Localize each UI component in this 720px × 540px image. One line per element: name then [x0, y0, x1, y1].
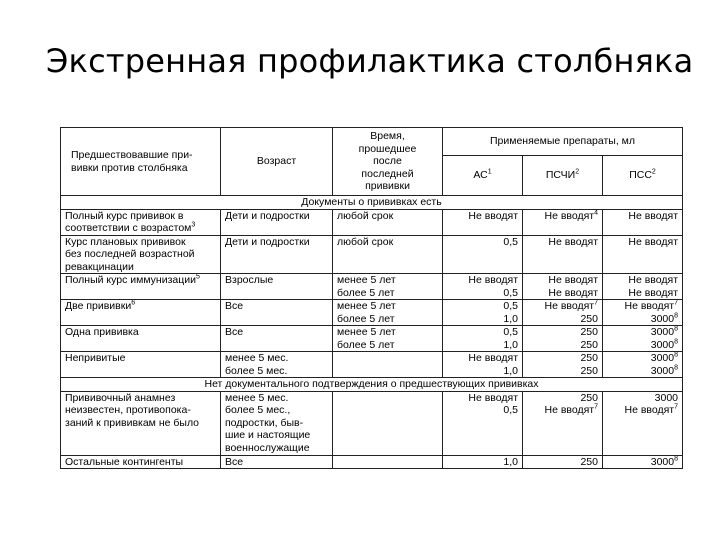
table-row — [61, 326, 683, 352]
row7-prior: Прививочный анамнез неизвестен, противопока- заний к прививкам не было — [61, 391, 221, 455]
section-row-documents-exist: Документы о прививках есть — [61, 196, 683, 210]
row3-pss: Не вводят Не вводят — [603, 274, 683, 300]
row4-prior: Две прививки$^6$ — [61, 300, 221, 326]
row5-prior: Одна прививка — [61, 326, 221, 352]
row5-pschi: 250 250 — [523, 326, 603, 352]
row8-age: Все — [221, 455, 333, 469]
header-prior-vaccinations: Предшествовавшие при- вивки против столбняка — [61, 128, 221, 196]
row3-age: Взрослые — [221, 274, 333, 300]
row8-as: 1,0 — [443, 455, 523, 469]
row4-pschi: Не вводят$^7$ 250 — [523, 300, 603, 326]
row1-as: Не вводят — [443, 209, 523, 235]
table-row — [61, 391, 683, 455]
row8-pss: 3000$^8$ — [603, 455, 683, 469]
row6-as: Не вводят 1,0 — [443, 352, 523, 378]
row3-as: Не вводят 0,5 — [443, 274, 523, 300]
row7-age: менее 5 мес. более 5 мес., подростки, быв- шие и настоящие военнослужащие — [221, 391, 333, 455]
row3-prior: Полный курс иммунизации$^5$ — [61, 274, 221, 300]
row2-pss: Не вводят — [603, 235, 683, 274]
row1-prior: Полный курс прививок в соответствии с возрастом$^3$ — [61, 209, 221, 235]
header-drug-pschi: ПСЧИ$^2$ — [523, 156, 603, 196]
row6-age: менее 5 мес. более 5 мес. — [221, 352, 333, 378]
row4-time: менее 5 лет более 5 лет — [333, 300, 443, 326]
row8-prior: Остальные контингенты — [61, 455, 221, 469]
row2-prior: Курс плановых прививок без последней возрастной ревакцинации — [61, 235, 221, 274]
table-row — [61, 274, 683, 300]
header-drug-as: $АС^1$ — [443, 156, 523, 196]
row1-pschi: Не вводят$^4$ — [523, 209, 603, 235]
row8-pschi: 250 — [523, 455, 603, 469]
table-row — [61, 235, 683, 274]
row6-prior: Непривитые — [61, 352, 221, 378]
row6-time — [333, 352, 443, 378]
row1-pss: Не вводят — [603, 209, 683, 235]
header-drug-pss: ПСС$^2$ — [603, 156, 683, 196]
row6-pschi: 250 250 — [523, 352, 603, 378]
row3-time: менее 5 лет более 5 лет — [333, 274, 443, 300]
tetanus-prophylaxis-table — [60, 127, 683, 469]
header-age: Возраст — [221, 128, 333, 196]
table-row — [61, 300, 683, 326]
header-drugs-group: Применяемые препараты, мл — [443, 128, 683, 156]
row5-age: Все — [221, 326, 333, 352]
row2-age: Дети и подростки — [221, 235, 333, 274]
row2-pschi: Не вводят — [523, 235, 603, 274]
row6-pss: 3000$^8$ 3000$^8$ — [603, 352, 683, 378]
table-row — [61, 352, 683, 378]
row1-time: любой срок — [333, 209, 443, 235]
row5-as: 0,5 1,0 — [443, 326, 523, 352]
section-row-no-documents: Нет документального подтверждения о предшествующих прививках — [61, 378, 683, 392]
row8-time — [333, 455, 443, 469]
row4-age: Все — [221, 300, 333, 326]
row3-pschi: Не вводят Не вводят — [523, 274, 603, 300]
row5-time: менее 5 лет более 5 лет — [333, 326, 443, 352]
row2-as: 0,5 — [443, 235, 523, 274]
row4-pss: Не вводят$^7$ 3000$^8$ — [603, 300, 683, 326]
row5-pss: 3000$^8$ 3000$^8$ — [603, 326, 683, 352]
header-time-since-last: Время, прошедшее после последней прививки — [333, 128, 443, 196]
row2-time: любой срок — [333, 235, 443, 274]
slide-title: Экстренная профилактика столбняка — [46, 42, 694, 80]
table-row — [61, 209, 683, 235]
row7-pschi: 250 Не вводят$^7$ — [523, 391, 603, 455]
row7-as: Не вводят 0,5 — [443, 391, 523, 455]
table-header-row — [61, 128, 683, 156]
row7-pss: 3000 Не вводят$^7$ — [603, 391, 683, 455]
table-row — [61, 455, 683, 469]
row4-as: 0,5 1,0 — [443, 300, 523, 326]
row7-time — [333, 391, 443, 455]
row1-age: Дети и подростки — [221, 209, 333, 235]
